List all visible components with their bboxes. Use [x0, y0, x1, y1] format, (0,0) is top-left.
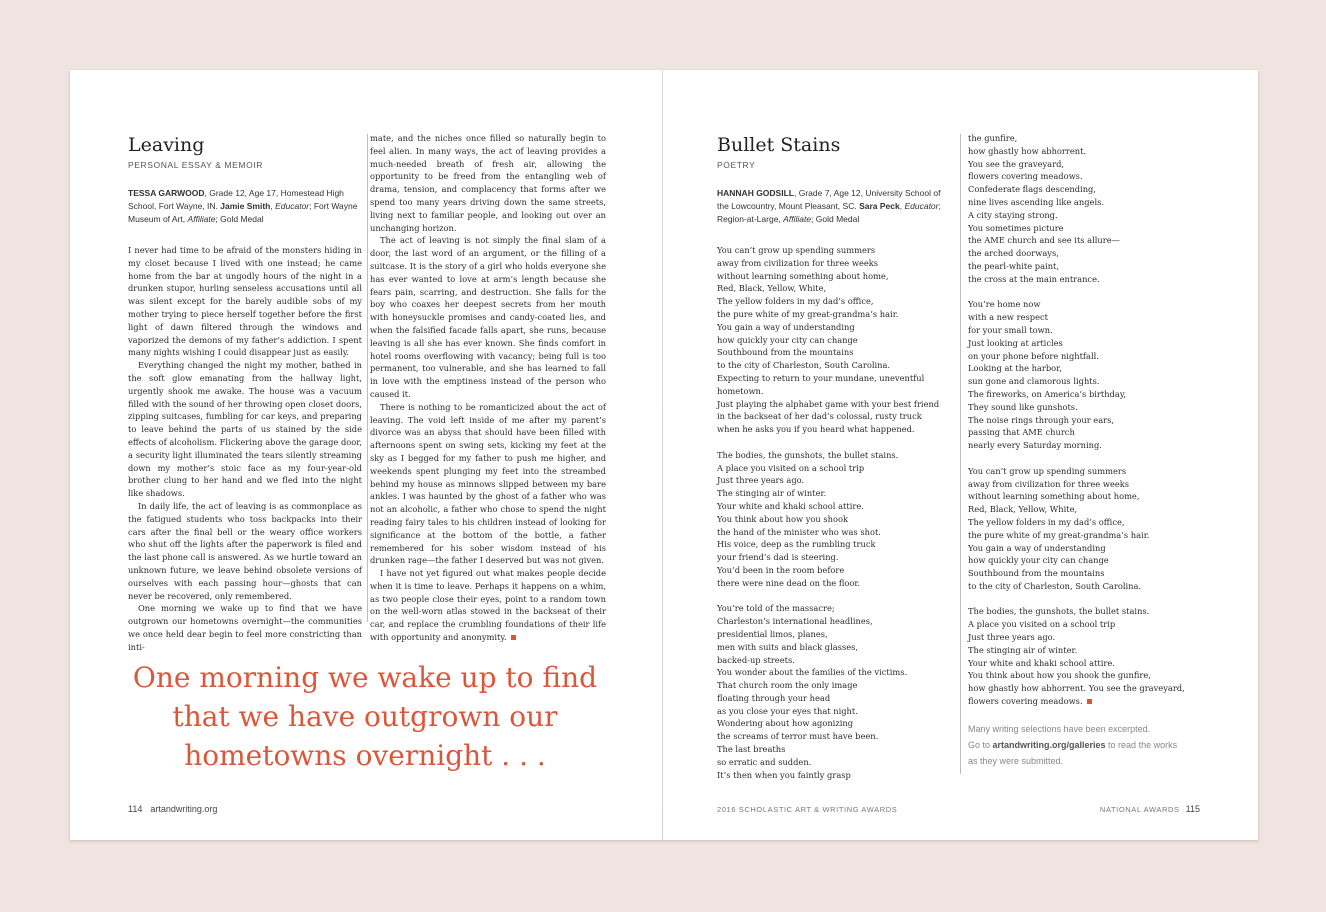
poem-line: You gain a way of understanding	[717, 321, 855, 332]
poem-line: nearly every Saturday morning.	[968, 440, 1102, 451]
poem-stanza	[968, 298, 1208, 452]
poem-line: how ghastly how abhorrent. You see the graveyard,	[968, 683, 1185, 694]
poem-line: The yellow folders in my dad’s office,	[968, 516, 1125, 527]
poem-line: floating through your head	[717, 692, 831, 703]
poem-line: Expecting to return to your mundane, uneventful	[717, 372, 925, 383]
footer-publication: 2016 SCHOLASTIC ART & WRITING AWARDS	[717, 805, 898, 814]
poem-line: Southbound from the mountains	[968, 568, 1105, 579]
poem-line: Just looking at articles	[968, 337, 1063, 348]
poem-line: Charleston’s international headlines,	[717, 616, 873, 627]
poem-line: the cross at the main entrance.	[968, 273, 1100, 284]
poem-line: backed-up streets.	[717, 654, 795, 665]
essay-title: Leaving	[128, 134, 205, 156]
poem-line: sun gone and clamorous lights.	[968, 376, 1100, 387]
educator-role: Educator	[275, 201, 310, 211]
left-folio	[128, 804, 217, 814]
poem-line: The stinging air of winter.	[968, 644, 1078, 655]
excerpt-note	[968, 721, 1208, 769]
essay-column-1	[128, 132, 362, 654]
educator-name: Jamie Smith	[220, 201, 271, 211]
poem-line: You can’t grow up spending summers	[717, 245, 876, 255]
poem-line: You see the graveyard,	[968, 158, 1065, 169]
poem-line: passing that AME church	[968, 427, 1075, 438]
essay-column-2	[370, 132, 606, 644]
poem-line: on your phone before nightfall.	[968, 350, 1099, 361]
educator-name: Sara Peck	[859, 201, 900, 211]
poem-line: The noise rings through your ears,	[968, 414, 1115, 425]
author-name: HANNAH GODSILL	[717, 188, 794, 198]
galleries-link[interactable]: artandwriting.org/galleries	[992, 739, 1106, 750]
poem-stanza	[717, 244, 957, 436]
poem-line: You’re told of the massacre;	[717, 603, 835, 614]
poem-line: Your white and khaki school attire.	[968, 657, 1115, 668]
poem-category: POETRY	[717, 160, 756, 170]
note-suffix: to read the works	[1105, 739, 1178, 750]
essay-byline: TESSA GARWOOD, Grade 12, Age 17, Homestead High School, Fort Wayne, IN. Jamie Smith, Educator; Fort Wayne Museum of Art, Affiliate; Gold Medal	[128, 188, 358, 224]
poem-line: It’s then when you faintly grasp	[717, 769, 851, 780]
affiliate-role: Affiliate	[187, 214, 216, 224]
note-prefix: Go to	[968, 739, 993, 750]
column-divider	[960, 134, 961, 774]
paragraph	[370, 567, 606, 644]
poem-line: The bodies, the gunshots, the bullet stains.	[717, 449, 899, 460]
note-line-1: Many writing selections have been excerpted.	[968, 723, 1151, 734]
poem-line: flowers covering meadows.	[968, 171, 1083, 182]
poem-byline: HANNAH GODSILL, Grade 7, Age 12, University School of the Lowcountry, Mount Pleasant, SC. Sara Peck, Educator; Region-at-Large, Affiliate; Gold Medal	[717, 188, 941, 224]
poem-line: away from civilization for three weeks	[717, 257, 879, 268]
poem-line: the AME church and see its allure—	[968, 235, 1120, 246]
poem-line: Wondering about how agonizing	[717, 718, 854, 729]
poem-line: You’re home now	[968, 299, 1041, 310]
last-paragraph-text: I have not yet figured out what makes people decide when it is time to leave. Perhaps it happens on a whim, as two people close their eyes, point to a random town on the well-worn atlas stowed in the backseat of their car, and replace the crumbling foundations of their life with opportunity and anonymity.	[370, 568, 606, 643]
poem-line: Just three years ago.	[968, 632, 1056, 643]
note-line-2	[968, 737, 1208, 753]
poem-line: to the city of Charleston, South Carolina.	[968, 580, 1142, 591]
poem-line: His voice, deep as the rumbling truck	[717, 539, 876, 550]
left-page	[70, 70, 662, 840]
poem-line: nine lives ascending like angels.	[968, 196, 1104, 207]
poem-line: presidential limos, planes,	[717, 628, 828, 639]
poem-title: Bullet Stains	[717, 134, 841, 156]
poem-line: without learning something about home,	[968, 491, 1140, 502]
essay-body-col1	[128, 244, 362, 654]
educator-info: ; Region-at-Large,	[717, 201, 941, 224]
poem-line: Southbound from the mountains	[717, 347, 854, 358]
poem-line: You think about how you shook	[717, 513, 848, 524]
essay-body-col2	[370, 132, 606, 644]
poem-line: You gain a way of understanding	[968, 542, 1106, 553]
poem-line: away from civilization for three weeks	[968, 478, 1130, 489]
poem-line: the pure white of my great-grandma’s hair.	[717, 308, 899, 319]
author-info: , Grade 12, Age 17, Homestead High School, Fort Wayne, IN.	[128, 188, 344, 211]
paragraph: There is nothing to be romanticized about the act of leaving. The void left inside of me after my parent’s divorce was an abyss that should have been filled with afternoons spent on swing sets, kicking my feet at the sky as I begged for my father to push me higher, and weekends spent plunging my feet into the streambed behind my house as minnows slipped between my bare ankles. I was haunted by the ghost of a father who was not an alcoholic, a father who chose to spend the night reading fairy tales to his children instead of looking for significance at the bottom of the bottle, a father remembered for his sober wisdom instead of his drunken rage—the father I deserved but was not given.	[370, 401, 606, 566]
paragraph: In daily life, the act of leaving is as commonplace as the fatigued students who toss backpacks into their cars after the final bell or the weary office workers who shut off the lights after the paperwork is filed and the last phone call is answered. As we hurtle toward an unknown future, we leave behind obsolete versions of ourselves with each passing hour—ghosts that can never be recovered, only remembered.	[128, 500, 363, 601]
educator-info: ; Fort Wayne Museum of Art,	[128, 201, 358, 224]
poem-stanza	[968, 465, 1208, 593]
paragraph: I never had time to be afraid of the monsters hiding in my closet because I lived with one instead; he came home from the bar at ungodly hours of the night in a drunken stupor, hurling senseless accusations until all was silent except for the barely audible sobs of my mother trying to piece herself together before the first light of dawn filtered through the windows and vaporized the demons of my father’s addiction. I spent many nights wishing I could disappear just as easily.	[128, 245, 362, 358]
poem-line: how quickly your city can change	[717, 334, 858, 345]
poem-line: there were nine dead on the floor.	[717, 577, 861, 588]
poem-line: how quickly your city can change	[968, 555, 1109, 566]
paragraph: The act of leaving is not simply the final slam of a door, the last word of an argument, or the filling of a suitcase. It is the story of a girl who holds everyone she has ever wanted to love at arm’s length because she fears pain, scarring, and destruction. She falls for the boy who coaxes her deepest secrets from her mouth with honeysuckle promises and candy-coated lies, and when the falsified facade falls apart, she runs, because leaving is all she has ever known. She finds comfort in hotel rooms overflowing with vacancy; being full is too permanent, too vulnerable, and she has learned to fall in love with the emptiness instead of the person who caused it.	[370, 235, 606, 399]
poem-line: so erratic and sudden.	[717, 756, 812, 767]
paragraph: Everything changed the night my mother, bathed in the soft glow emanating from the hallway light, urgently shook me awake. The house was a vacuum filled with the sound of her throwing open closet doors, zipping suitcases, fumbling for car keys, and preparing to leave behind the parts of us stained by the side effects of alcoholism. Flickering above the garage door, a security light illuminated the tears silently streaming down my mother’s stoic face as my four-year-old brother clung to her hand and we fled into the night like shadows.	[128, 360, 362, 499]
poem-line: They sound like gunshots.	[968, 401, 1078, 412]
poem-body-col1	[717, 244, 957, 781]
pull-quote: One morning we wake up to find that we have outgrown our hometowns overnight . . .	[132, 661, 598, 772]
poem-line: The fireworks, on America’s birthday,	[968, 388, 1127, 399]
award: ; Gold Medal	[811, 214, 860, 224]
poem-line: for your small town.	[968, 324, 1053, 335]
footer-section: NATIONAL AWARDS	[1099, 805, 1180, 814]
poem-line: with a new respect	[968, 312, 1048, 323]
poem-line: the hand of the minister who was shot.	[717, 526, 881, 537]
poem-column-2	[968, 132, 1208, 769]
affiliate-role: Affiliate	[783, 214, 812, 224]
poem-line: the pure white of my great-grandma’s hair.	[968, 529, 1150, 540]
essay-category: PERSONAL ESSAY & MEMOIR	[128, 160, 264, 170]
site-link[interactable]: artandwriting.org	[150, 804, 218, 814]
poem-stanza	[717, 449, 957, 590]
right-folio	[1100, 804, 1200, 814]
poem-line: Red, Black, Yellow, White,	[717, 283, 827, 294]
poem-line: The last breaths	[717, 744, 786, 755]
poem-line: to the city of Charleston, South Carolina.	[717, 360, 891, 371]
poem-line: The stinging air of winter.	[717, 488, 827, 499]
end-mark-icon	[511, 635, 516, 640]
poem-line: You wonder about the families of the victims.	[717, 667, 908, 678]
poem-line: Just three years ago.	[717, 475, 805, 486]
page-number: 114	[128, 804, 143, 814]
poem-line: You can’t grow up spending summers	[968, 465, 1127, 476]
poem-line: The yellow folders in my dad’s office,	[717, 296, 874, 307]
note-line-3: as they were submitted.	[968, 755, 1064, 766]
poem-stanza	[968, 605, 1208, 707]
poem-line: when he asks you if you heard what happened.	[717, 424, 915, 435]
poem-line: how ghastly how abhorrent.	[968, 145, 1087, 156]
poem-line: Just playing the alphabet game with your best friend	[717, 398, 940, 409]
award: ; Gold Medal	[215, 214, 264, 224]
poem-column-1	[717, 132, 957, 794]
poem-line: Your white and khaki school attire.	[717, 500, 864, 511]
poem-line: hometown.	[717, 385, 764, 396]
poem-line: The bodies, the gunshots, the bullet stains.	[968, 606, 1150, 617]
educator-role: Educator	[904, 201, 939, 211]
poem-line: Looking at the harbor,	[968, 363, 1062, 374]
author-name: TESSA GARWOOD	[128, 188, 205, 198]
page-number: 115	[1185, 804, 1200, 814]
poem-line: in the backseat of her dad’s colossal, rusty truck	[717, 411, 922, 422]
paragraph: One morning we wake up to find that we have outgrown our hometowns overnight—the communities we once held dear begin to feel more constricting than inti-	[128, 603, 362, 652]
poem-line: without learning something about home,	[717, 270, 889, 281]
poem-line: A place you visited on a school trip	[717, 462, 865, 473]
end-mark-icon	[1087, 699, 1092, 704]
poem-line: Confederate flags descending,	[968, 184, 1097, 195]
poem-line: your friend’s dad is steering.	[717, 552, 839, 563]
poem-line: the pearl-white paint,	[968, 260, 1060, 271]
poem-line: Red, Black, Yellow, White,	[968, 504, 1078, 515]
poem-line: the screams of terror must have been.	[717, 731, 879, 742]
poem-stanza	[968, 132, 1208, 286]
poem-body-col2	[968, 132, 1208, 708]
poem-line: as you close your eyes that night.	[717, 705, 858, 716]
paragraph: mate, and the niches once filled so naturally begin to feel alien. In many ways, the act of leaving provides a much-needed breath of fresh air, allowing the opportunity to be freed from the entangling web of drama, tension, and complacency that forms after we spend too many years driving down the same streets, living next to familiar people, and looking out over an unchanging horizon.	[370, 133, 606, 233]
poem-line: flowers covering meadows.	[968, 695, 1208, 708]
poem-line: A city staying strong.	[968, 209, 1058, 220]
poem-line: That church room the only image	[717, 680, 858, 691]
poem-line: the arched doorways,	[968, 248, 1059, 259]
poem-line: the gunfire,	[968, 133, 1018, 143]
poem-line: You sometimes picture	[968, 222, 1064, 233]
right-page	[663, 70, 1258, 840]
poem-line: men with suits and black glasses,	[717, 641, 859, 652]
magazine-spread	[70, 70, 1258, 840]
poem-line: You think about how you shook the gunfire,	[968, 670, 1151, 681]
column-divider	[367, 134, 368, 622]
author-info: , Grade 7, Age 12, University School of the Lowcountry, Mount Pleasant, SC.	[717, 188, 941, 211]
poem-line: You’d been in the room before	[717, 564, 845, 575]
poem-stanza	[717, 602, 957, 781]
poem-line: A place you visited on a school trip	[968, 619, 1116, 630]
